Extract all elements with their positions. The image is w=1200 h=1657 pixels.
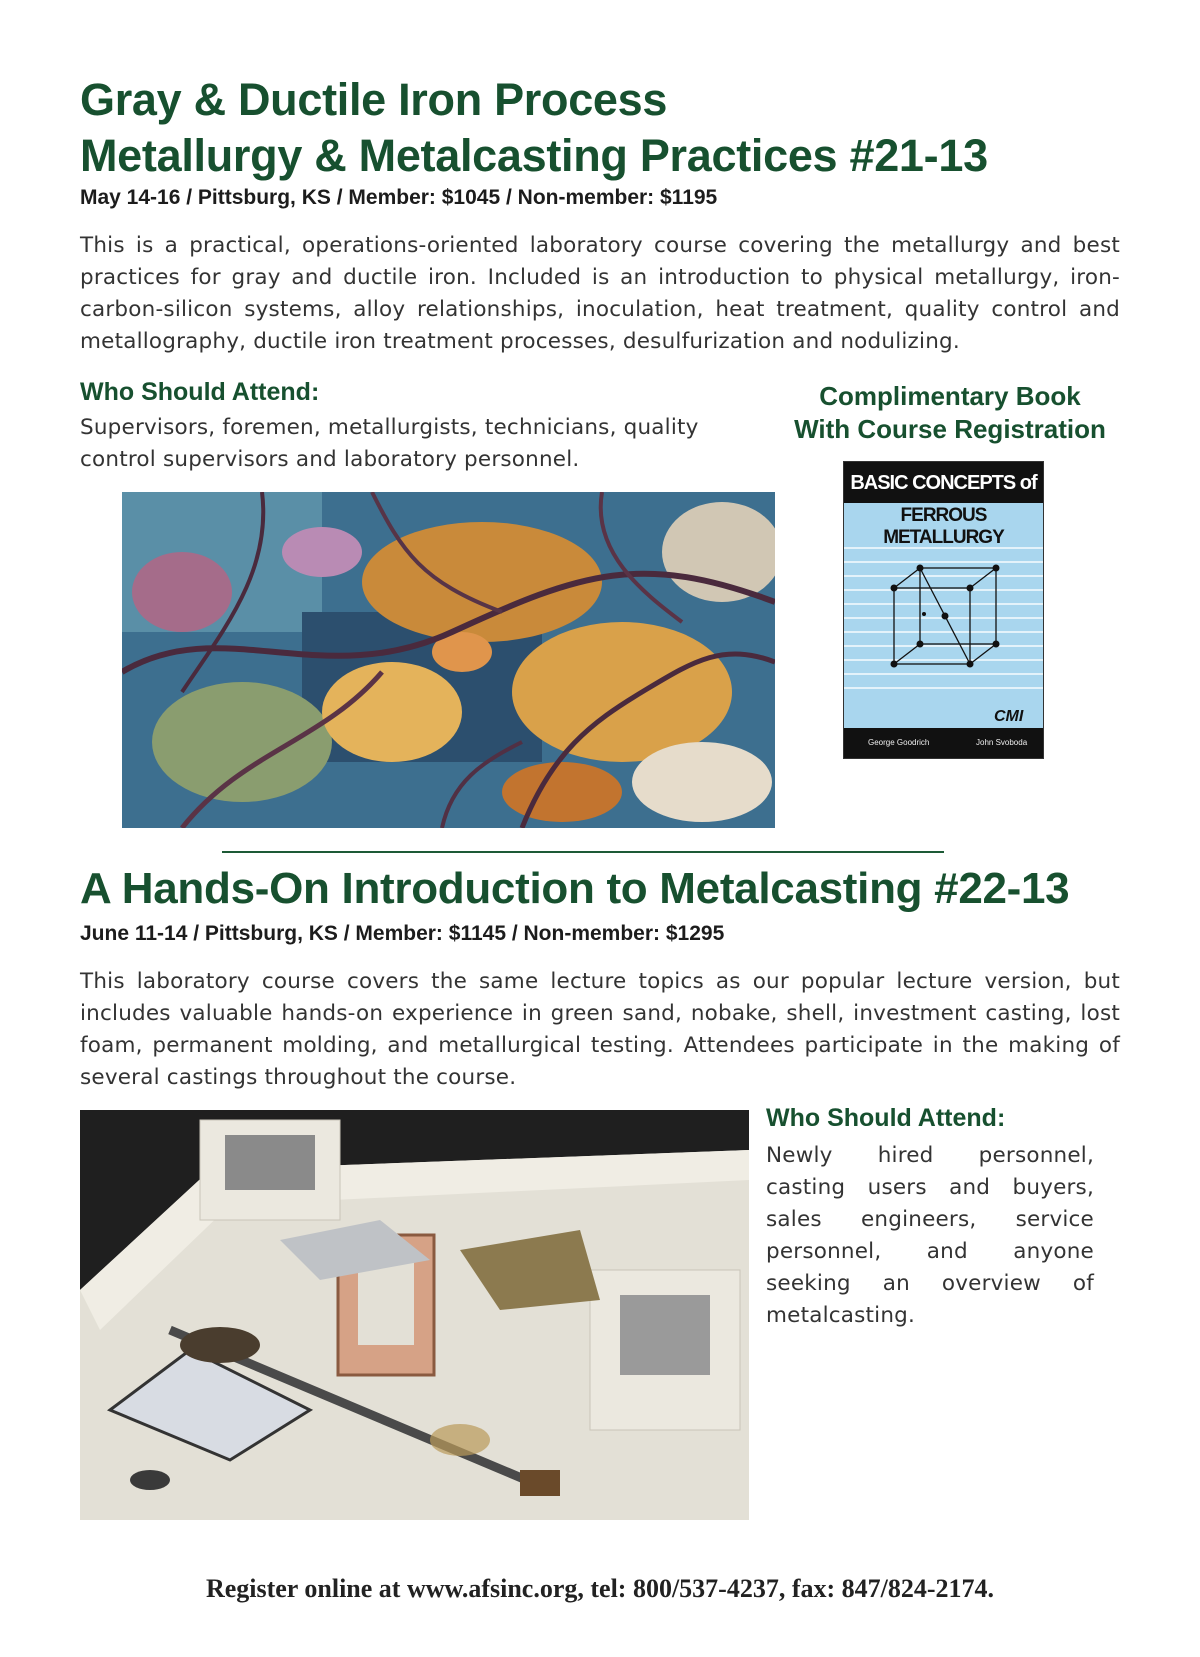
book-author-2: John Svoboda: [976, 738, 1028, 747]
book-cover-title-line1: BASIC CONCEPTS of: [850, 472, 1037, 494]
book-author-1: George Goodrich: [868, 738, 930, 747]
book-caption: [770, 380, 1130, 446]
course2-meta: June 11-14 / Pittsburg, KS / Member: $1145 / Non-member: $1295: [80, 922, 725, 945]
book-cover-logo: CMI: [994, 708, 1024, 725]
book-caption-line2: With Course Registration: [794, 414, 1106, 444]
casting-photo: [80, 1110, 749, 1520]
micrograph-image: [122, 492, 775, 828]
course2-attend-heading: Who Should Attend:: [766, 1104, 1006, 1132]
book-cover-title-line2: FERROUS METALLURGY: [844, 503, 1043, 551]
footer-contact: Register online at www.afsinc.org, tel: 800/537-4237, fax: 847/824-2174.: [205, 1574, 995, 1603]
book-cover-authors: [844, 728, 1043, 758]
section-divider: [222, 851, 944, 853]
micrograph-art: [122, 492, 775, 828]
course2-title: A Hands-On Introduction to Metalcasting #22-13: [80, 864, 1070, 913]
course1-attend-text: Supervisors, foremen, metallurgists, technicians, quality control supervisors and laboratory personnel.: [80, 415, 699, 472]
crystal-lattice-icon: [844, 534, 1043, 704]
book-cover-title: [844, 462, 1043, 548]
course1-title: [80, 72, 988, 184]
course1-title-line2: Metallurgy & Metalcasting Practices #21-13: [80, 130, 988, 181]
book-cover: [843, 461, 1044, 759]
casting-photo-art: [80, 1110, 749, 1520]
course1-description: This is a practical, operations-oriented laboratory course covering the metallurgy and best practices for gray and ductile iron. Included is an introduction to physical metallurgy, iron-carbon-silicon systems, alloy relationships, inoculation, heat treatment, quality control and metallography, ductile iron treatment processes, desulfurization and nodulizing.: [80, 233, 1120, 354]
course1-meta: May 14-16 / Pittsburg, KS / Member: $1045 / Non-member: $1195: [80, 186, 718, 209]
course1-attend-heading: Who Should Attend:: [80, 378, 320, 406]
course2-attend-text: Newly hired personnel, casting users and buyers, sales engineers, service personnel, and anyone seeking an overview of metalcasting.: [766, 1143, 1094, 1328]
course2-description: This laboratory course covers the same lecture topics as our popular lecture version, but includes valuable hands-on experience in green sand, nobake, shell, investment casting, lost foam, permanent molding, and metallurgical testing. Attendees participate in the making of several castings throughout the course.: [80, 969, 1120, 1090]
book-caption-line1: Complimentary Book: [819, 381, 1081, 411]
course1-title-line1: Gray & Ductile Iron Process: [80, 74, 668, 125]
